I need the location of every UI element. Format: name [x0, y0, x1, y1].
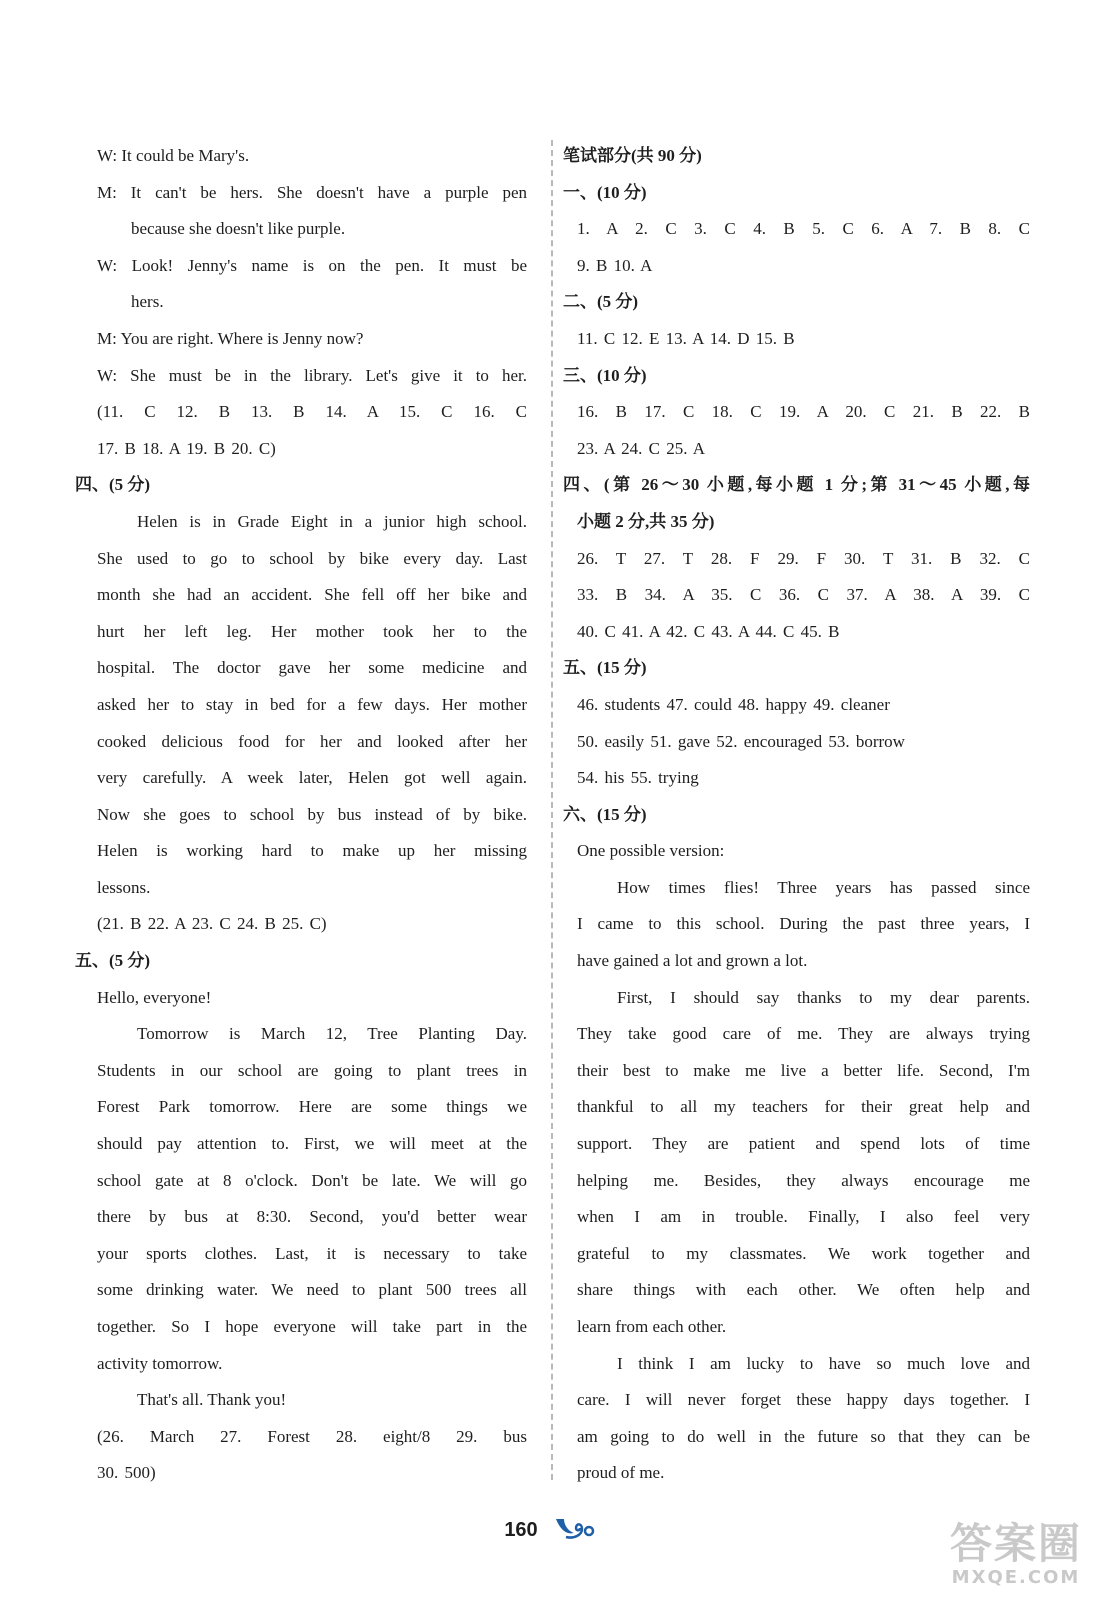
- answer-line: 1. A 2. C 3. C 4. B 5. C 6. A 7. B 8. C: [577, 219, 1030, 239]
- page-number: 160: [504, 1519, 538, 1541]
- section-heading: 四、(5 分): [75, 475, 151, 495]
- text-line: Hello, everyone!: [97, 987, 212, 1007]
- section-heading: 五、(15 分): [563, 658, 647, 678]
- text-line: M: It can't be hers. She doesn't have a purple pen: [97, 182, 527, 202]
- text-line: some drinking water. We need to plant 500 trees all: [97, 1280, 527, 1300]
- text-line: am going to do well in the future so that they can be: [577, 1426, 1030, 1446]
- text-line: Helen is working hard to make up her missing: [97, 841, 527, 861]
- answer-line: 30. 500): [97, 1463, 156, 1483]
- text-line: Students in our school are going to plant trees in: [97, 1060, 527, 1080]
- text-line: 小题 2 分,共 35 分): [577, 511, 715, 531]
- text-line: month she had an accident. She fell off her bike and: [97, 585, 527, 605]
- text-line: Helen is in Grade Eight in a junior high school.: [137, 511, 527, 531]
- text-line: share things with each other. We often help and: [577, 1280, 1030, 1300]
- text-line: helping me. Besides, they always encourage me: [577, 1170, 1030, 1190]
- text-line: Now she goes to school by bus instead of by bike.: [97, 804, 527, 824]
- text-line: there by bus at 8:30. Second, you'd better wear: [97, 1207, 527, 1227]
- answer-line: 46. students 47. could 48. happy 49. cleaner: [577, 694, 890, 714]
- answer-line: 33. B 34. A 35. C 36. C 37. A 38. A 39. C: [577, 585, 1030, 605]
- text-line: school gate at 8 o'clock. Don't be late. We will go: [97, 1170, 527, 1190]
- text-line: hurt her left leg. Her mother took her to the: [97, 621, 527, 641]
- answer-line: 11. C 12. E 13. A 14. D 15. B: [577, 328, 795, 348]
- text-line: W: She must be in the library. Let's give it to her.: [97, 365, 527, 385]
- text-line: care. I will never forget these happy days together. I: [577, 1390, 1030, 1410]
- text-line: very carefully. A week later, Helen got well again.: [97, 768, 527, 788]
- text-line: They take good care of me. They are always trying: [577, 1024, 1030, 1044]
- swirl-logo-icon: [552, 1515, 596, 1546]
- section-heading: 五、(5 分): [75, 951, 151, 971]
- text-line: learn from each other.: [577, 1317, 727, 1336]
- text-line: Tomorrow is March 12, Tree Planting Day.: [137, 1024, 527, 1044]
- text-line: grateful to my classmates. We work together and: [577, 1243, 1030, 1263]
- right-column: [563, 138, 1030, 1492]
- text-line: How times flies! Three years has passed since: [617, 877, 1030, 897]
- text-line: I think I am lucky to have so much love and: [617, 1353, 1030, 1373]
- text-line: your sports clothes. Last, it is necessary to take: [97, 1243, 527, 1263]
- text-line: thankful to all my teachers for their great help and: [577, 1097, 1030, 1117]
- answer-line: (11. C 12. B 13. B 14. A 15. C 16. C: [97, 402, 527, 422]
- section-heading: 三、(10 分): [563, 365, 647, 385]
- text-line: hers.: [131, 292, 164, 312]
- text-line: asked her to stay in bed for a few days. Her mother: [97, 694, 527, 714]
- text-line: Forest Park tomorrow. Here are some things we: [97, 1097, 527, 1117]
- answer-line: (21. B 22. A 23. C 24. B 25. C): [97, 914, 327, 934]
- text-line: That's all. Thank you!: [137, 1390, 287, 1410]
- answer-line: 17. B 18. A 19. B 20. C): [97, 438, 276, 458]
- left-column: [75, 138, 527, 1492]
- page-footer: [0, 1515, 1100, 1546]
- text-line: I came to this school. During the past three years, I: [577, 914, 1030, 934]
- answer-line: 23. A 24. C 25. A: [577, 438, 706, 458]
- text-line: activity tomorrow.: [97, 1353, 223, 1373]
- text-line: support. They are patient and spend lots of time: [577, 1134, 1030, 1154]
- section-heading: 笔试部分(共 90 分): [563, 146, 702, 165]
- text-line: because she doesn't like purple.: [131, 219, 346, 239]
- text-line: W: It could be Mary's.: [97, 146, 250, 165]
- text-line: cooked delicious food for her and looked after her: [97, 731, 527, 751]
- text-line: She used to go to school by bike every day. Last: [97, 548, 527, 568]
- section-heading: 四、(第 26～30 小题,每小题 1 分;第 31～45 小题,每: [563, 475, 1030, 495]
- answer-line: 26. T 27. T 28. F 29. F 30. T 31. B 32. C: [577, 548, 1030, 568]
- text-line: their best to make me live a better life. Second, I'm: [577, 1060, 1030, 1080]
- watermark-url: MXQE.COM: [951, 1567, 1081, 1588]
- text-line: M: You are right. Where is Jenny now?: [97, 328, 364, 348]
- answer-line: 9. B 10. A: [577, 255, 653, 275]
- answer-line: 16. B 17. C 18. C 19. A 20. C 21. B 22. B: [577, 402, 1030, 422]
- text-line: W: Look! Jenny's name is on the pen. It must be: [97, 255, 527, 275]
- section-heading: 一、(10 分): [563, 182, 647, 202]
- text-line: lessons.: [97, 877, 151, 897]
- text-line: have gained a lot and grown a lot.: [577, 951, 808, 971]
- text-line: when I am in trouble. Finally, I also feel very: [577, 1207, 1030, 1227]
- section-heading: 二、(5 分): [563, 292, 639, 312]
- answer-line: 40. C 41. A 42. C 43. A 44. C 45. B: [577, 621, 840, 641]
- text-line: together. So I hope everyone will take part in the: [97, 1317, 527, 1336]
- text-line: proud of me.: [577, 1463, 665, 1483]
- text-line: One possible version:: [577, 841, 725, 861]
- answer-line: 54. his 55. trying: [577, 768, 699, 788]
- text-line: should pay attention to. First, we will meet at the: [97, 1134, 527, 1154]
- text-line: First, I should say thanks to my dear parents.: [617, 987, 1030, 1007]
- watermark: [950, 1521, 1082, 1588]
- watermark-text: 答案圈: [949, 1519, 1082, 1568]
- answer-line: 50. easily 51. gave 52. encouraged 53. borrow: [577, 731, 905, 751]
- answer-line: (26. March 27. Forest 28. eight/8 29. bus: [97, 1426, 527, 1446]
- column-divider: [551, 140, 553, 1480]
- section-heading: 六、(15 分): [563, 804, 647, 824]
- text-line: hospital. The doctor gave her some medicine and: [97, 658, 527, 678]
